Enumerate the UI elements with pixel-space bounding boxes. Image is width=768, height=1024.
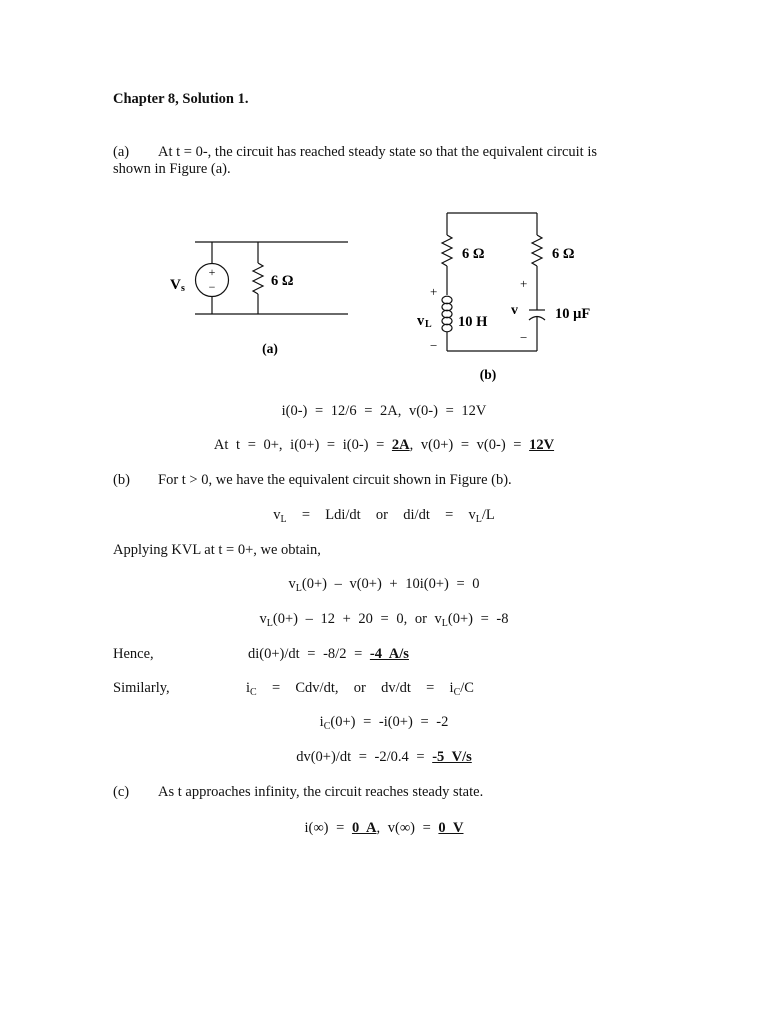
hence-label: Hence, — [113, 646, 154, 662]
resistor-a-label: 6 Ω — [271, 273, 294, 289]
inductor-label: 10 H — [458, 314, 488, 330]
equation-t0plus: At t = 0+, i(0+) = i(0-) = 2A, v(0+) = v(0-) = 12V — [213, 437, 555, 453]
resistor-b2-label: 6 Ω — [552, 246, 575, 262]
answer-i-inf: 0 A — [351, 820, 377, 836]
part-b-label: (b) — [113, 472, 130, 488]
equation-steady-state: i(∞) = 0 A, v(∞) = 0 V — [304, 820, 464, 836]
resistor-b1-label: 6 Ω — [462, 246, 485, 262]
vl-label: v — [417, 313, 425, 329]
answer-dv-dt: -5 V/s — [432, 749, 472, 765]
vl-label-sub: L — [425, 319, 432, 330]
equation-vl0plus: $v_L(0+) - 12 + 20 = 0$, or $v_L(0+) = -8$ — [259, 611, 509, 629]
equation-di-dt: di(0+)/dt = -8/2 = -4 A/s — [248, 646, 409, 662]
kvl-text: Applying KVL at t = 0+, we obtain, — [113, 542, 321, 558]
part-c-label: (c) — [113, 784, 130, 800]
part-c-text: As t approaches infinity, the circuit reaches steady state. — [158, 784, 484, 800]
part-b-text: For t > 0, we have the equivalent circuit shown in Figure (b). — [158, 472, 512, 488]
figure-b-circuit — [410, 205, 610, 390]
equation-kvl: $v_L(0+) - v(0+) + 10i(0+) = 0$ — [288, 576, 480, 594]
cap-minus: − — [520, 330, 528, 345]
figure-a-circuit — [160, 225, 360, 365]
figure-a-caption: (a) — [262, 341, 278, 356]
figure-b-caption: (b) — [479, 367, 497, 382]
equation-vl: $v_L = Ldi/dt$ or $di/dt = v_L/L$ — [273, 507, 495, 525]
source-label-sub: s — [181, 283, 185, 294]
cap-plus: + — [520, 276, 528, 291]
answer-v-inf: 0 V — [438, 820, 464, 836]
similarly-label: Similarly, — [113, 680, 170, 696]
part-a-text-line1: At t = 0-, the circuit has reached steady state so that the equivalent circuit is — [158, 144, 598, 160]
source-minus: − — [208, 280, 216, 294]
answer-di-dt: -4 A/s — [369, 646, 409, 662]
source-plus: + — [208, 265, 216, 279]
source-label: V — [170, 277, 181, 293]
answer-v0plus: 12V — [529, 437, 555, 453]
equation-ic: $i_C = Cdv/dt$, or $dv/dt = i_C/C$ — [246, 680, 474, 698]
equation-ic0plus: $i_C(0+) = -i(0+) = -2$ — [319, 714, 449, 732]
inductor-minus: − — [430, 338, 438, 353]
page-title: Chapter 8, Solution 1. — [113, 91, 249, 107]
cap-v-label: v — [511, 303, 518, 318]
answer-i0plus: 2A — [391, 437, 410, 453]
part-a-label: (a) — [113, 144, 130, 160]
capacitor-label: 10 μF — [555, 306, 591, 322]
part-a-text-line2: shown in Figure (a). — [113, 161, 231, 177]
inductor-plus: + — [430, 284, 438, 299]
equation-dv-dt: dv(0+)/dt = -2/0.4 = -5 V/s — [296, 749, 472, 765]
equation-initial: i(0-) = 12/6 = 2A, v(0-) = 12V — [281, 403, 487, 419]
